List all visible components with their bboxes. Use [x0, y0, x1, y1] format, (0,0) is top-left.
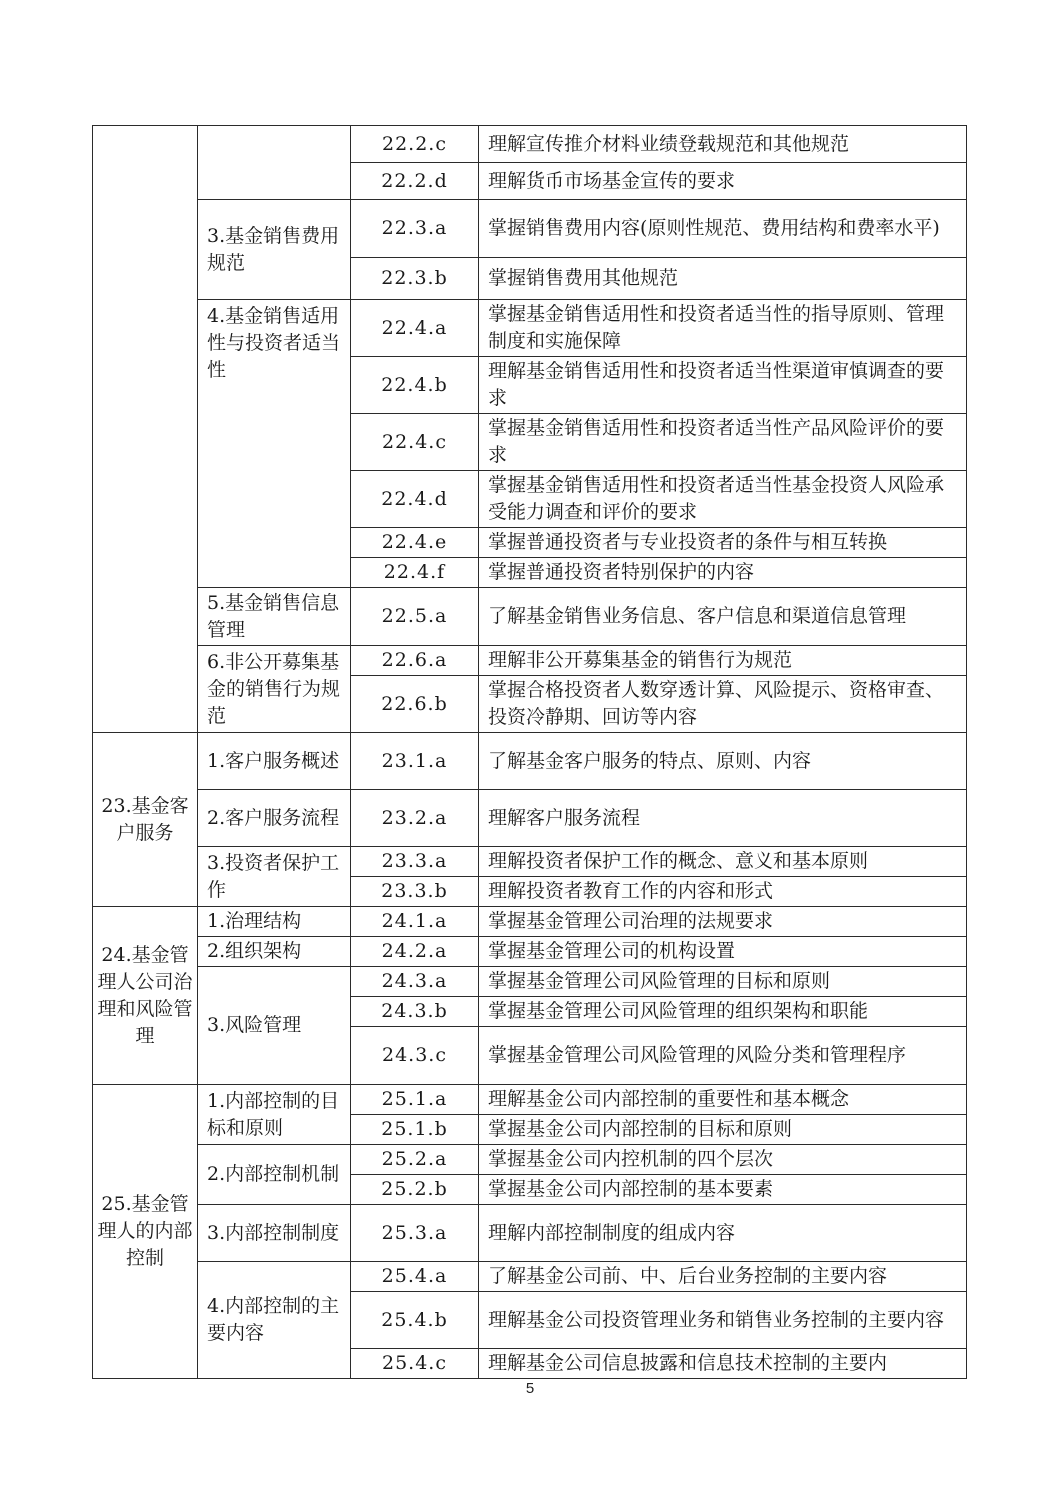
item-code-cell: 23.3.a: [351, 847, 479, 877]
table-row: [93, 1205, 967, 1262]
table-row: [93, 588, 967, 646]
item-text-cell: 理解基金公司信息披露和信息技术控制的主要内: [479, 1349, 967, 1379]
item-code-cell: 24.3.a: [351, 967, 479, 997]
item-code-cell: 25.4.b: [351, 1292, 479, 1349]
item-text-cell: 理解宣传推介材料业绩登载规范和其他规范: [479, 126, 967, 163]
item-code-cell: 25.4.a: [351, 1262, 479, 1292]
topic-cell: 5.基金销售信息管理: [198, 588, 351, 646]
item-text-cell: 了解基金公司前、中、后台业务控制的主要内容: [479, 1262, 967, 1292]
item-code-cell: 22.4.e: [351, 528, 479, 558]
item-text-cell: 掌握销售费用内容(原则性规范、费用结构和费率水平): [479, 200, 967, 258]
item-code-cell: 22.2.d: [351, 163, 479, 200]
item-text-cell: 理解基金销售适用性和投资者适当性渠道审慎调查的要求: [479, 357, 967, 414]
table-row: [93, 646, 967, 676]
item-code-cell: 24.2.a: [351, 937, 479, 967]
topic-cell: 1.内部控制的目标和原则: [198, 1085, 351, 1145]
item-text-cell: 了解基金销售业务信息、客户信息和渠道信息管理: [479, 588, 967, 646]
item-text-cell: 掌握基金销售适用性和投资者适当性产品风险评价的要求: [479, 414, 967, 471]
item-code-cell: 23.3.b: [351, 877, 479, 907]
item-text-cell: 掌握基金管理公司风险管理的目标和原则: [479, 967, 967, 997]
item-text-cell: 理解客户服务流程: [479, 790, 967, 847]
item-text-cell: 掌握基金公司内部控制的基本要素: [479, 1175, 967, 1205]
topic-cell: 3.投资者保护工作: [198, 847, 351, 907]
table-row: [93, 790, 967, 847]
item-code-cell: 22.6.b: [351, 676, 479, 733]
chapter-cell: 23.基金客户服务: [93, 733, 198, 907]
topic-cell: 6.非公开募集基金的销售行为规范: [198, 646, 351, 733]
item-code-cell: 24.3.c: [351, 1027, 479, 1085]
item-code-cell: 25.3.a: [351, 1205, 479, 1262]
table-row: [93, 937, 967, 967]
table-row: [93, 1085, 967, 1115]
table-row: [93, 1262, 967, 1292]
item-code-cell: 25.1.b: [351, 1115, 479, 1145]
item-code-cell: 22.4.a: [351, 300, 479, 357]
topic-cell: 3.风险管理: [198, 967, 351, 1085]
item-code-cell: 22.3.b: [351, 258, 479, 300]
item-text-cell: 掌握普通投资者特别保护的内容: [479, 558, 967, 588]
item-text-cell: 掌握基金管理公司风险管理的风险分类和管理程序: [479, 1027, 967, 1085]
item-text-cell: 掌握基金公司内控机制的四个层次: [479, 1145, 967, 1175]
item-code-cell: 25.2.a: [351, 1145, 479, 1175]
item-text-cell: 掌握销售费用其他规范: [479, 258, 967, 300]
item-code-cell: 25.1.a: [351, 1085, 479, 1115]
topic-cell: 4.内部控制的主要内容: [198, 1262, 351, 1379]
table-row: [93, 733, 967, 790]
syllabus-table: [92, 125, 967, 1379]
item-code-cell: 25.4.c: [351, 1349, 479, 1379]
item-text-cell: 理解非公开募集基金的销售行为规范: [479, 646, 967, 676]
chapter-cell: 25.基金管理人的内部控制: [93, 1085, 198, 1379]
topic-cell: 2.内部控制机制: [198, 1145, 351, 1205]
topic-cell: 1.客户服务概述: [198, 733, 351, 790]
item-text-cell: 理解内部控制制度的组成内容: [479, 1205, 967, 1262]
syllabus-table-body: [93, 126, 967, 1379]
item-code-cell: 22.6.a: [351, 646, 479, 676]
item-text-cell: 理解投资者保护工作的概念、意义和基本原则: [479, 847, 967, 877]
table-row: [93, 847, 967, 877]
item-code-cell: 22.4.c: [351, 414, 479, 471]
item-code-cell: 22.4.d: [351, 471, 479, 528]
topic-cell: [198, 126, 351, 200]
item-text-cell: 理解货币市场基金宣传的要求: [479, 163, 967, 200]
item-text-cell: 掌握基金管理公司的机构设置: [479, 937, 967, 967]
item-code-cell: 24.1.a: [351, 907, 479, 937]
table-row: [93, 1145, 967, 1175]
item-text-cell: 了解基金客户服务的特点、原则、内容: [479, 733, 967, 790]
topic-cell: 4.基金销售适用性与投资者适当性: [198, 300, 351, 588]
table-row: [93, 300, 967, 357]
item-code-cell: 22.3.a: [351, 200, 479, 258]
chapter-cell: 24.基金管理人公司治理和风险管理: [93, 907, 198, 1085]
item-code-cell: 22.5.a: [351, 588, 479, 646]
item-code-cell: 23.2.a: [351, 790, 479, 847]
table-row: [93, 907, 967, 937]
item-text-cell: 理解基金公司内部控制的重要性和基本概念: [479, 1085, 967, 1115]
chapter-cell: [93, 126, 198, 733]
page-number: 5: [525, 1380, 535, 1397]
item-code-cell: 23.1.a: [351, 733, 479, 790]
item-text-cell: 掌握基金销售适用性和投资者适当性基金投资人风险承受能力调查和评价的要求: [479, 471, 967, 528]
topic-cell: 1.治理结构: [198, 907, 351, 937]
item-code-cell: 22.4.f: [351, 558, 479, 588]
topic-cell: 3.基金销售费用规范: [198, 200, 351, 300]
item-code-cell: 22.2.c: [351, 126, 479, 163]
item-text-cell: 理解投资者教育工作的内容和形式: [479, 877, 967, 907]
table-row: [93, 200, 967, 258]
topic-cell: 3.内部控制制度: [198, 1205, 351, 1262]
item-text-cell: 掌握基金管理公司治理的法规要求: [479, 907, 967, 937]
item-text-cell: 掌握合格投资者人数穿透计算、风险提示、资格审查、投资冷静期、回访等内容: [479, 676, 967, 733]
item-text-cell: 掌握基金公司内部控制的目标和原则: [479, 1115, 967, 1145]
item-text-cell: 理解基金公司投资管理业务和销售业务控制的主要内容: [479, 1292, 967, 1349]
item-text-cell: 掌握基金销售适用性和投资者适当性的指导原则、管理制度和实施保障: [479, 300, 967, 357]
item-code-cell: 24.3.b: [351, 997, 479, 1027]
item-code-cell: 22.4.b: [351, 357, 479, 414]
item-text-cell: 掌握普通投资者与专业投资者的条件与相互转换: [479, 528, 967, 558]
table-row: [93, 126, 967, 163]
table-row: [93, 967, 967, 997]
topic-cell: 2.组织架构: [198, 937, 351, 967]
item-code-cell: 25.2.b: [351, 1175, 479, 1205]
topic-cell: 2.客户服务流程: [198, 790, 351, 847]
item-text-cell: 掌握基金管理公司风险管理的组织架构和职能: [479, 997, 967, 1027]
